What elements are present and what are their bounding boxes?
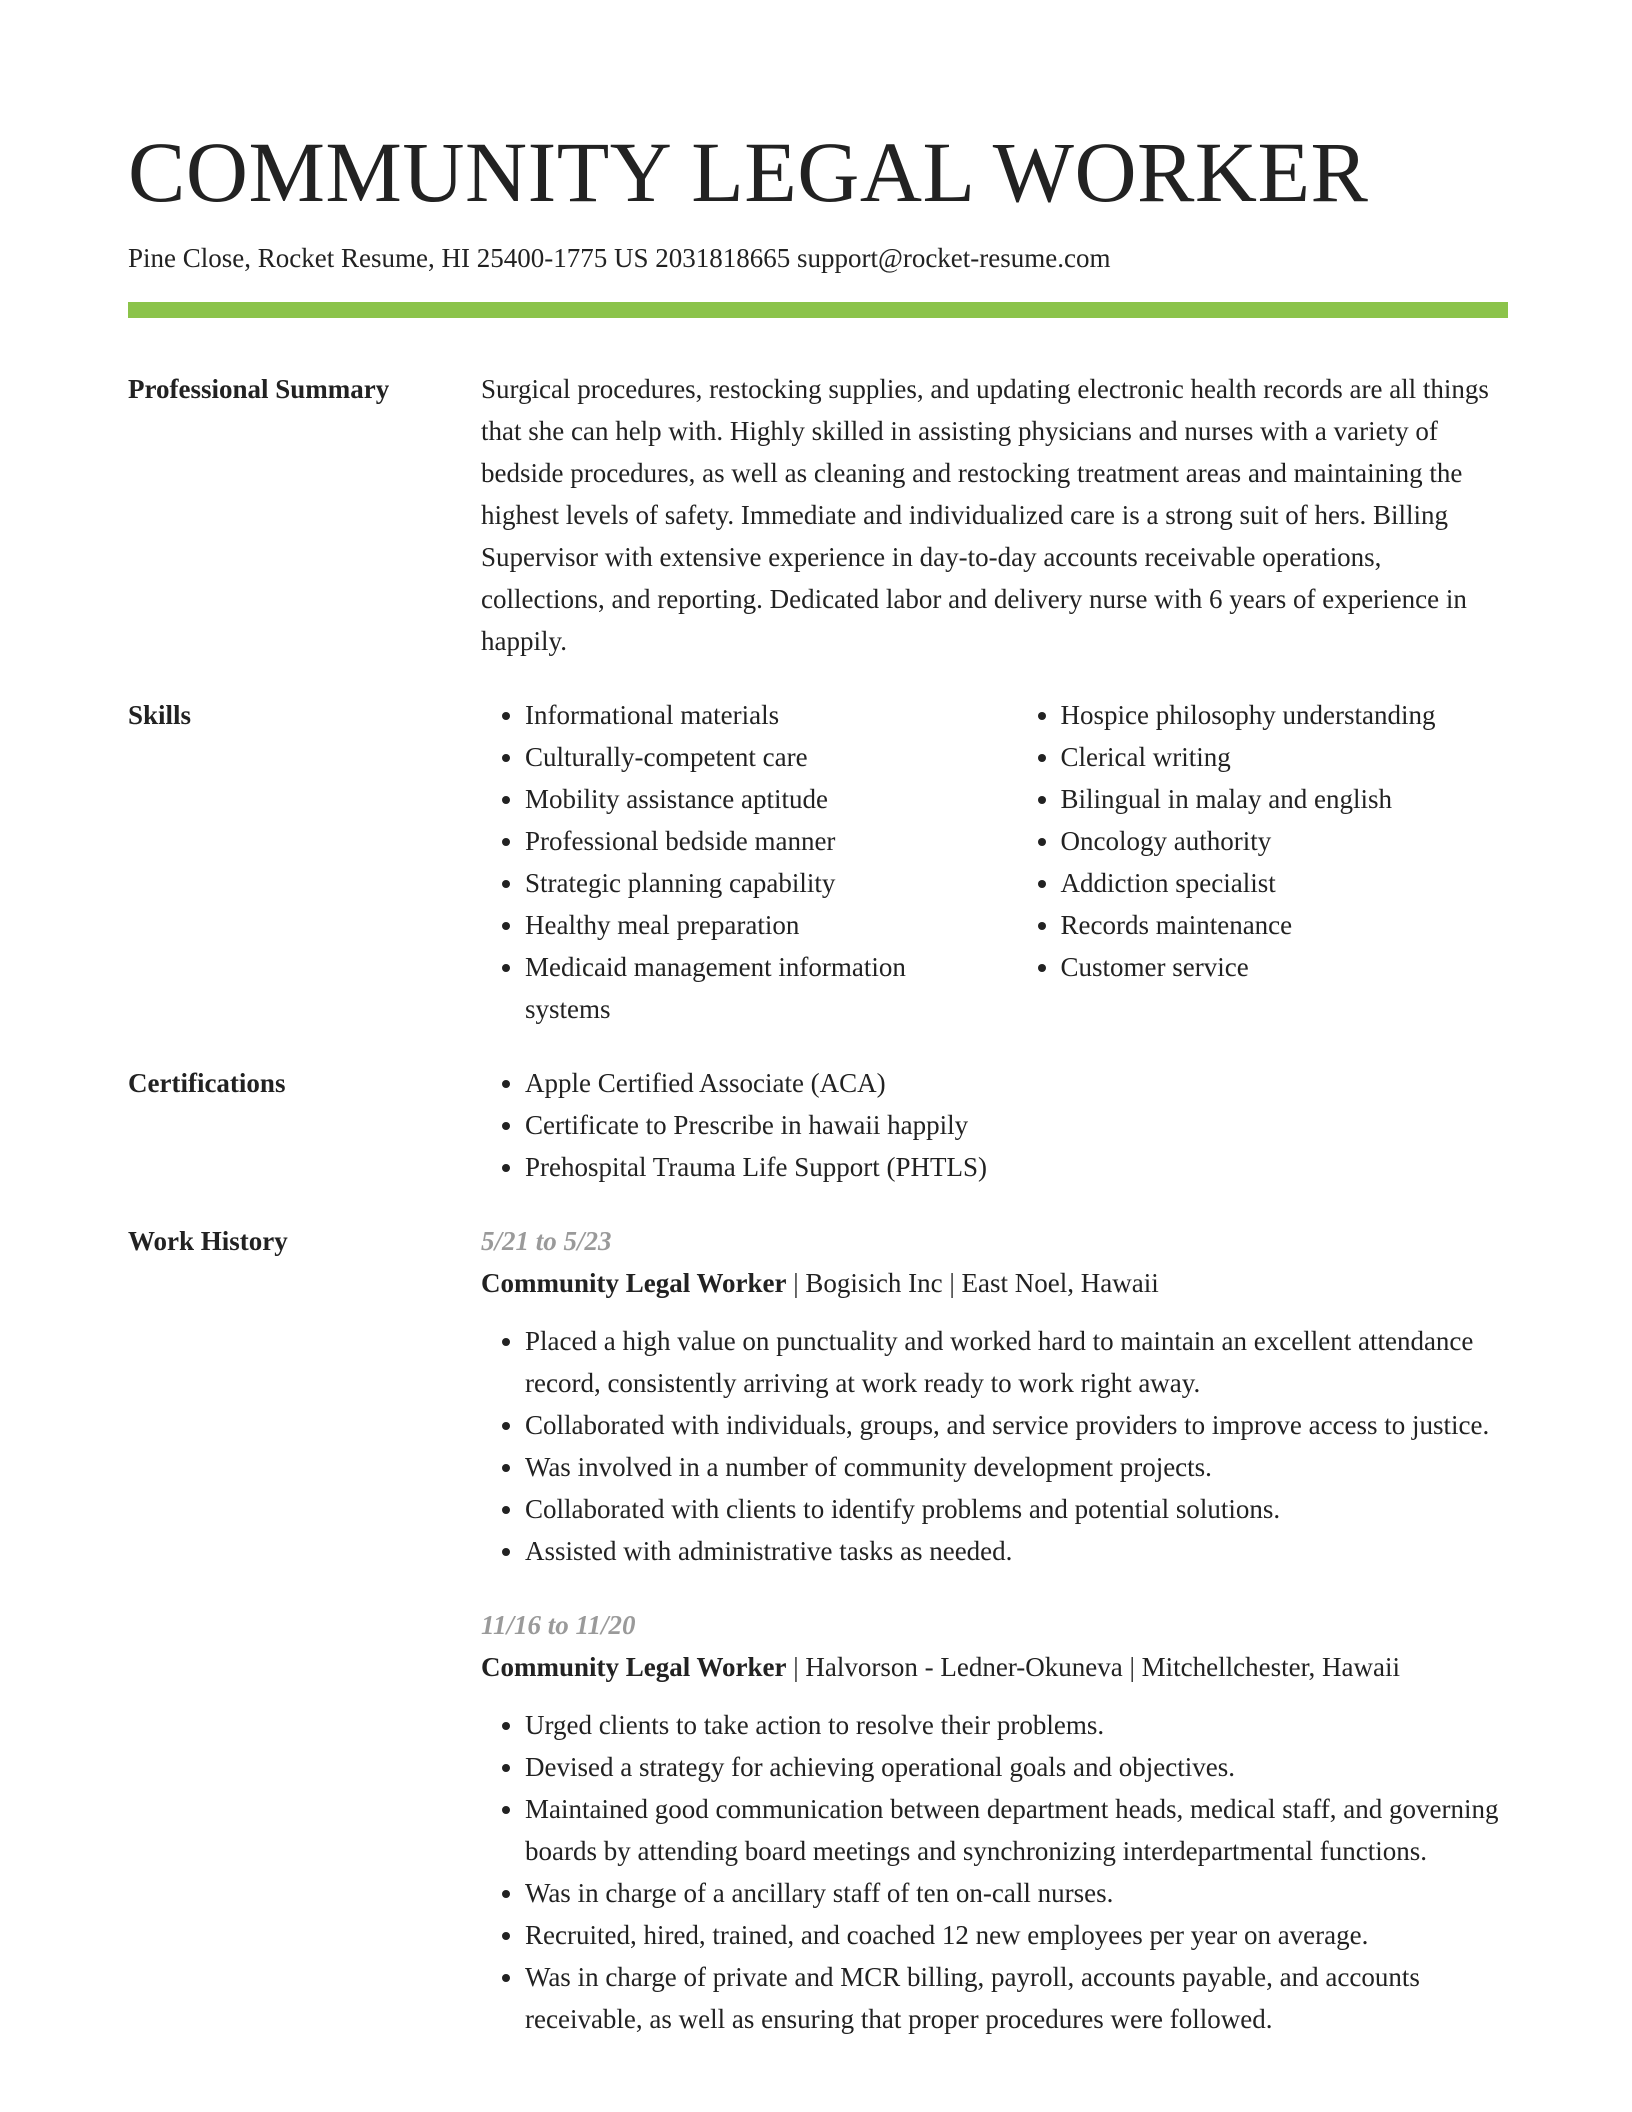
header-divider	[128, 302, 1508, 318]
skills-body	[481, 694, 1508, 1030]
summary-text: Surgical procedures, restocking supplies, and updating electronic health records are all things that she can help with. Highly skilled in assisting physicians and nurses with a variety of bedside procedures, as well as cleaning and restocking treatment areas and maintaining the highest levels of safety. Immediate and individualized care is a strong suit of hers. Billing Supervisor with extensive experience in day-to-day accounts receivable operations, collections, and reporting. Dedicated labor and delivery nurse with 6 years of experience in happily.	[481, 374, 1489, 656]
skill-item: • Strategic planning capability	[525, 862, 973, 904]
skill-item: • Mobility assistance aptitude	[525, 778, 973, 820]
summary-heading: Professional Summary	[128, 374, 390, 404]
skill-item: • Clerical writing	[1061, 736, 1509, 778]
duty-item: • Collaborated with individuals, groups, and service providers to improve access to justice.	[525, 1404, 1508, 1446]
certification-item: • Apple Certified Associate (ACA)	[525, 1062, 1508, 1104]
job-dates: 11/16 to 11/20	[481, 1610, 636, 1640]
certifications-section	[128, 1062, 1508, 1188]
job-dates: 5/21 to 5/23	[481, 1226, 612, 1256]
skill-item: • Customer service	[1061, 946, 1509, 988]
contact-email: support@rocket-resume.com	[796, 243, 1111, 273]
certifications-list	[481, 1062, 1508, 1188]
contact-address: Pine Close, Rocket Resume, HI 25400-1775 US	[128, 243, 656, 273]
skill-item: • Addiction specialist	[1061, 862, 1509, 904]
skill-item: • Records maintenance	[1061, 904, 1509, 946]
certifications-heading: Certifications	[128, 1068, 286, 1098]
job-entry	[481, 1604, 1508, 2040]
job-duties	[481, 1320, 1508, 1572]
skill-item: • Bilingual in malay and english	[1061, 778, 1509, 820]
skills-list-left	[481, 694, 973, 1030]
job-heading	[481, 1646, 1508, 1688]
summary-body	[481, 368, 1508, 662]
duty-item: • Placed a high value on punctuality and worked hard to maintain an excellent attendance record, consistently arriving at work ready to work right away.	[525, 1320, 1508, 1404]
skill-item: • Hospice philosophy understanding	[1061, 694, 1509, 736]
skills-heading: Skills	[128, 700, 192, 730]
duty-item: • Devised a strategy for achieving operational goals and objectives.	[525, 1746, 1508, 1788]
job-employer-location: | Bogisich Inc | East Noel, Hawaii	[786, 1268, 1159, 1298]
skill-item: • Healthy meal preparation	[525, 904, 973, 946]
job-heading	[481, 1262, 1508, 1304]
skill-item: • Professional bedside manner	[525, 820, 973, 862]
duty-item: • Was in charge of a ancillary staff of ten on-call nurses.	[525, 1872, 1508, 1914]
duty-item: • Recruited, hired, trained, and coached 12 new employees per year on average.	[525, 1914, 1508, 1956]
skills-list-right	[1017, 694, 1509, 1030]
job-title: Community Legal Worker	[481, 1652, 787, 1682]
job-title: Community Legal Worker	[481, 1268, 787, 1298]
skill-item: • Medicaid management information systems	[525, 946, 973, 1030]
resume-name: COMMUNITY LEGAL WORKER	[128, 124, 1369, 220]
resume-page	[128, 0, 1508, 2040]
certification-item: • Prehospital Trauma Life Support (PHTLS)	[525, 1146, 1508, 1188]
duty-item: • Assisted with administrative tasks as needed.	[525, 1530, 1508, 1572]
work-history-section	[128, 1220, 1508, 2040]
job-duties	[481, 1704, 1508, 2040]
contact-phone: 2031818665	[655, 243, 797, 273]
skill-item: • Oncology authority	[1061, 820, 1509, 862]
skills-section	[128, 694, 1508, 1030]
duty-item: • Was in charge of private and MCR billing, payroll, accounts payable, and accounts receivable, as well as ensuring that proper procedures were followed.	[525, 1956, 1508, 2040]
duty-item: • Collaborated with clients to identify problems and potential solutions.	[525, 1488, 1508, 1530]
job-employer-location: | Halvorson - Ledner-Okuneva | Mitchellchester, Hawaii	[786, 1652, 1400, 1682]
duty-item: • Was involved in a number of community development projects.	[525, 1446, 1508, 1488]
skill-item: • Informational materials	[525, 694, 973, 736]
work-history-heading: Work History	[128, 1226, 288, 1256]
job-entry	[481, 1220, 1508, 1572]
duty-item: • Urged clients to take action to resolve their problems.	[525, 1704, 1508, 1746]
summary-section	[128, 368, 1508, 662]
certifications-body	[481, 1062, 1508, 1188]
certification-item: • Certificate to Prescribe in hawaii happily	[525, 1104, 1508, 1146]
work-history-body	[481, 1220, 1508, 2040]
contact-line	[128, 240, 1508, 276]
skill-item: • Culturally-competent care	[525, 736, 973, 778]
duty-item: • Maintained good communication between department heads, medical staff, and governing boards by attending board meetings and synchronizing interdepartmental functions.	[525, 1788, 1508, 1872]
